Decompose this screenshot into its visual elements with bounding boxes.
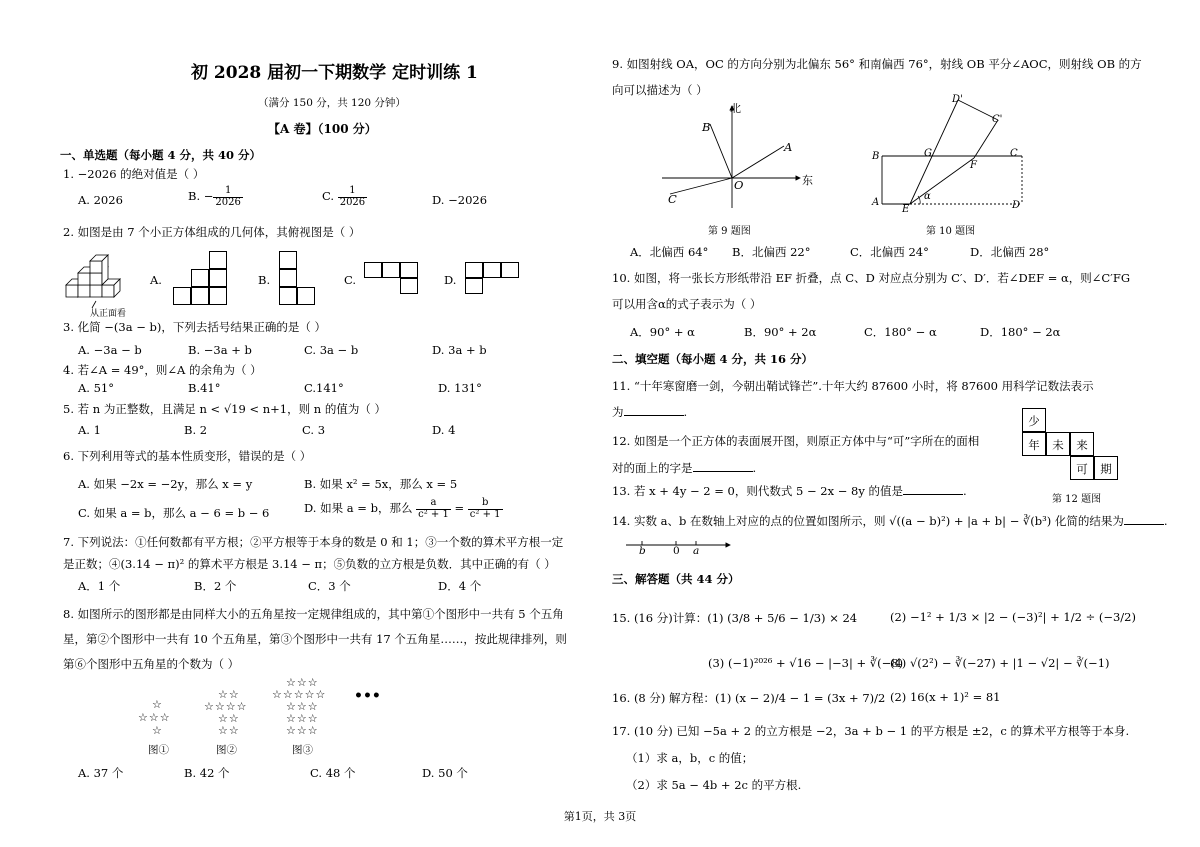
q9-label-o: O [734,178,744,192]
q1-option-a: A. 2026 [78,193,123,207]
q8-ellipsis: ••• [354,688,381,704]
q8-line2: 星，第②个图形中一共有 10 个五角星，第③个图形中一共有 17 个五角星……，按此规律排列，则 [63,632,567,646]
q6-stem: 6. 下列利用等式的基本性质变形，错误的是（ ） [63,449,312,463]
q10-label-alpha: α [924,191,931,202]
q8-caption-1: 图① [148,744,169,756]
q6-option-c: C. 如果 a = b，那么 a − 6 = b − 6 [78,506,270,520]
q8-option-c: C. 48 个 [310,766,356,780]
q10-label-g: G [924,148,932,159]
q10-option-b: B．90° + 2α [744,325,817,339]
q7-option-a: A．1 个 [78,579,121,593]
q3-option-c: C. 3a − b [304,343,359,357]
q8-caption-2: 图② [216,744,237,756]
page-title: 初 2028 届初一下期数学 定时训练 1 [191,63,478,83]
q2-option-d: D. [444,273,457,287]
q9-option-b: B．北偏西 22° [732,245,811,259]
q5-option-c: C. 3 [302,423,326,437]
q16-1: 16. (8 分) 解方程：(1) (x − 2)/4 − 1 = (3x + 7)/2 [612,691,886,705]
q9-label-b: B [702,120,711,134]
q9-north-label: 北 [730,102,741,115]
q4-option-d: D. 131° [438,381,482,395]
q13: 13. 若 x + 4y − 2 = 0，则代数式 5 − 2x − 8y 的值是 . [612,484,967,498]
q9-line2: 向可以描述为（ ） [612,83,708,97]
q11-line2: 为 . [612,405,688,419]
q2-front-label: 从正面看 [90,309,127,319]
q9-option-d: D．北偏西 28° [970,245,1050,259]
q5-option-a: A. 1 [78,423,101,437]
q10-option-a: A．90° + α [630,325,695,339]
page-footer: 第1页，共 3页 [563,810,637,823]
q4-option-c: C.141° [304,381,344,395]
q12-caption: 第 12 题图 [1052,494,1102,505]
page-subtitle: （满分 150 分，共 120 分钟） [258,97,406,109]
section-a-title: 【A 卷】（100 分） [268,122,377,136]
q15-3: (3) (−1)²⁰²⁶ + √16 − |−3| + ∛(−8) [708,656,904,670]
q3-option-b: B. −3a + b [188,343,252,357]
q1-stem: 1. −2026 的绝对值是（ ） [63,167,205,181]
q9-east-label: 东 [802,174,813,187]
net-cell: 年 [1022,432,1046,456]
q6-option-d: D. 如果 a = b，那么 $\frac{a}{\text{c² + 1}}$ = $\frac{b}{\text{c² + 1}}$ [304,497,501,520]
q9-label-c: C [668,192,677,206]
q10-option-d: D．180° − 2α [980,325,1061,339]
q9-direction-figure [662,100,812,210]
q5-option-b: B. 2 [184,423,208,437]
q8-option-b: B. 42 个 [184,766,230,780]
q2-option-c: C. [344,273,357,287]
q9-option-a: A．北偏西 64° [630,245,709,259]
q4-option-b: B.41° [188,381,221,395]
q9-label-a: A [784,140,793,154]
net-cell: 未 [1046,432,1070,456]
q2-option-b: B. [258,273,271,287]
q10-label-e: E [902,204,910,215]
q10-label-cprime: C' [992,114,1003,125]
q14-axis-b: b [639,545,646,557]
q7-option-c: C．3 个 [308,579,351,593]
q9-option-c: C．北偏西 24° [850,245,929,259]
q15-4: (4) √(2²) − ∛(−27) + |1 − √2| − ∛(−1) [890,656,1110,670]
q17-line2: （1）求 a，b，c 的值； [626,751,754,765]
q9-caption: 第 9 题图 [708,226,751,237]
part3-heading: 三、解答题（共 44 分） [612,572,740,586]
q5-option-d: D. 4 [432,423,456,437]
q3-stem: 3. 化简 −(3a − b)，下列去括号结果正确的是（ ） [63,320,327,334]
part2-heading: 二、填空题（每小题 4 分，共 16 分） [612,352,814,366]
q10-line1: 10. 如图，将一张长方形纸带沿 EF 折叠，点 C、D 对应点分别为 C′、D′．若∠DEF = α，则∠C′FG [612,271,1131,285]
net-cell: 来 [1070,432,1094,456]
q7-option-b: B．2 个 [194,579,237,593]
q12-line2: 对的面上的字是 . [612,461,757,475]
q7-line1: 7. 下列说法：①任何数都有平方根；②平方根等于本身的数是 0 和 1；③一个数的算术平方根一定 [63,535,564,549]
q8-line3: 第⑥个图形中五角星的个数为（ ） [63,657,240,671]
q7-option-d: D．4 个 [438,579,482,593]
q2-option-a: A. [150,273,162,287]
q10-label-a: A [872,197,880,208]
net-cell: 少 [1022,408,1046,432]
q8-caption-3: 图③ [292,744,313,756]
q10-option-c: C．180° − α [864,325,937,339]
q4-stem: 4. 若∠A = 49°，则∠A 的余角为（ ） [63,363,262,377]
q17-line1: 17. (10 分) 已知 −5a + 2 的立方根是 −2，3a + b − 1 的平方根是 ±2，c 的算术平方根等于本身. [612,724,1130,738]
q10-label-d: D [1012,200,1021,211]
q7-line2: 是正数；④(3.14 − π)² 的算术平方根是 3.14 − π；⑤负数的立方根是负数．其中正确的有（ ） [63,557,556,571]
q11-line1: 11. “十年寒窗磨一剑，今朝出鞘试锋芒”.十年大约 87600 小时，将 87600 用科学记数法表示 [612,379,1094,393]
q6-option-b: B. 如果 x² = 5x，那么 x = 5 [304,477,458,491]
q8-option-a: A. 37 个 [78,766,124,780]
net-cell: 期 [1094,456,1118,480]
q15-2: (2) −1² + 1/3 × |2 − (−3)²| + 1/2 ÷ (−3/2) [890,610,1136,624]
part1-heading: 一、单选题（每小题 4 分，共 40 分） [60,148,262,162]
q8-option-d: D. 50 个 [422,766,468,780]
q10-caption: 第 10 题图 [926,226,976,237]
q14-axis-a: a [693,545,700,557]
q1-option-d: D. −2026 [432,193,488,207]
q10-line2: 可以用含α的式子表示为（ ） [612,297,762,311]
q1-option-c: C. $\frac{1}{2026}$ [322,185,366,208]
q5-stem: 5. 若 n 为正整数，且满足 n < √19 < n+1，则 n 的值为（ ） [63,402,386,416]
q14: 14. 实数 a、b 在数轴上对应的点的位置如图所示，则 √((a − b)²) + |a + b| − ∛(b³) 化简的结果为 . [612,514,1168,528]
q10-label-b: B [872,151,880,162]
q10-label-c: C [1010,148,1018,159]
q17-line3: （2）求 5a − 4b + 2c 的平方根. [626,778,802,792]
q15-1: 15. (16 分)计算：(1) (3/8 + 5/6 − 1/3) × 24 [612,611,858,625]
q3-option-d: D. 3a + b [432,343,487,357]
q16-2: (2) 16(x + 1)² = 81 [890,690,1001,704]
q2-solid-figure [62,245,132,313]
q10-label-dprime: D' [952,94,963,105]
q4-option-a: A. 51° [78,381,114,395]
q12-line1: 12. 如图是一个正方体的表面展开图，则原正方体中与“可”字所在的面相 [612,434,980,448]
q9-line1: 9. 如图射线 OA，OC 的方向分别为北偏东 56° 和南偏西 76°，射线 OB 平分∠AOC，则射线 OB 的方 [612,57,1142,71]
q3-option-a: A. −3a − b [78,343,142,357]
q8-line1: 8. 如图所示的图形都是由同样大小的五角星按一定规律组成的，其中第①个图形中一共有 5 个五角 [63,607,564,621]
q6-option-a: A. 如果 −2x = −2y，那么 x = y [78,477,253,491]
q14-axis-zero: 0 [673,545,680,557]
q1-option-b: B. − $\frac{1}{2026}$ [188,185,241,208]
net-cell: 可 [1070,456,1094,480]
q2-stem: 2. 如图是由 7 个小正方体组成的几何体，其俯视图是（ ） [63,225,361,239]
q10-label-f: F [970,160,977,171]
